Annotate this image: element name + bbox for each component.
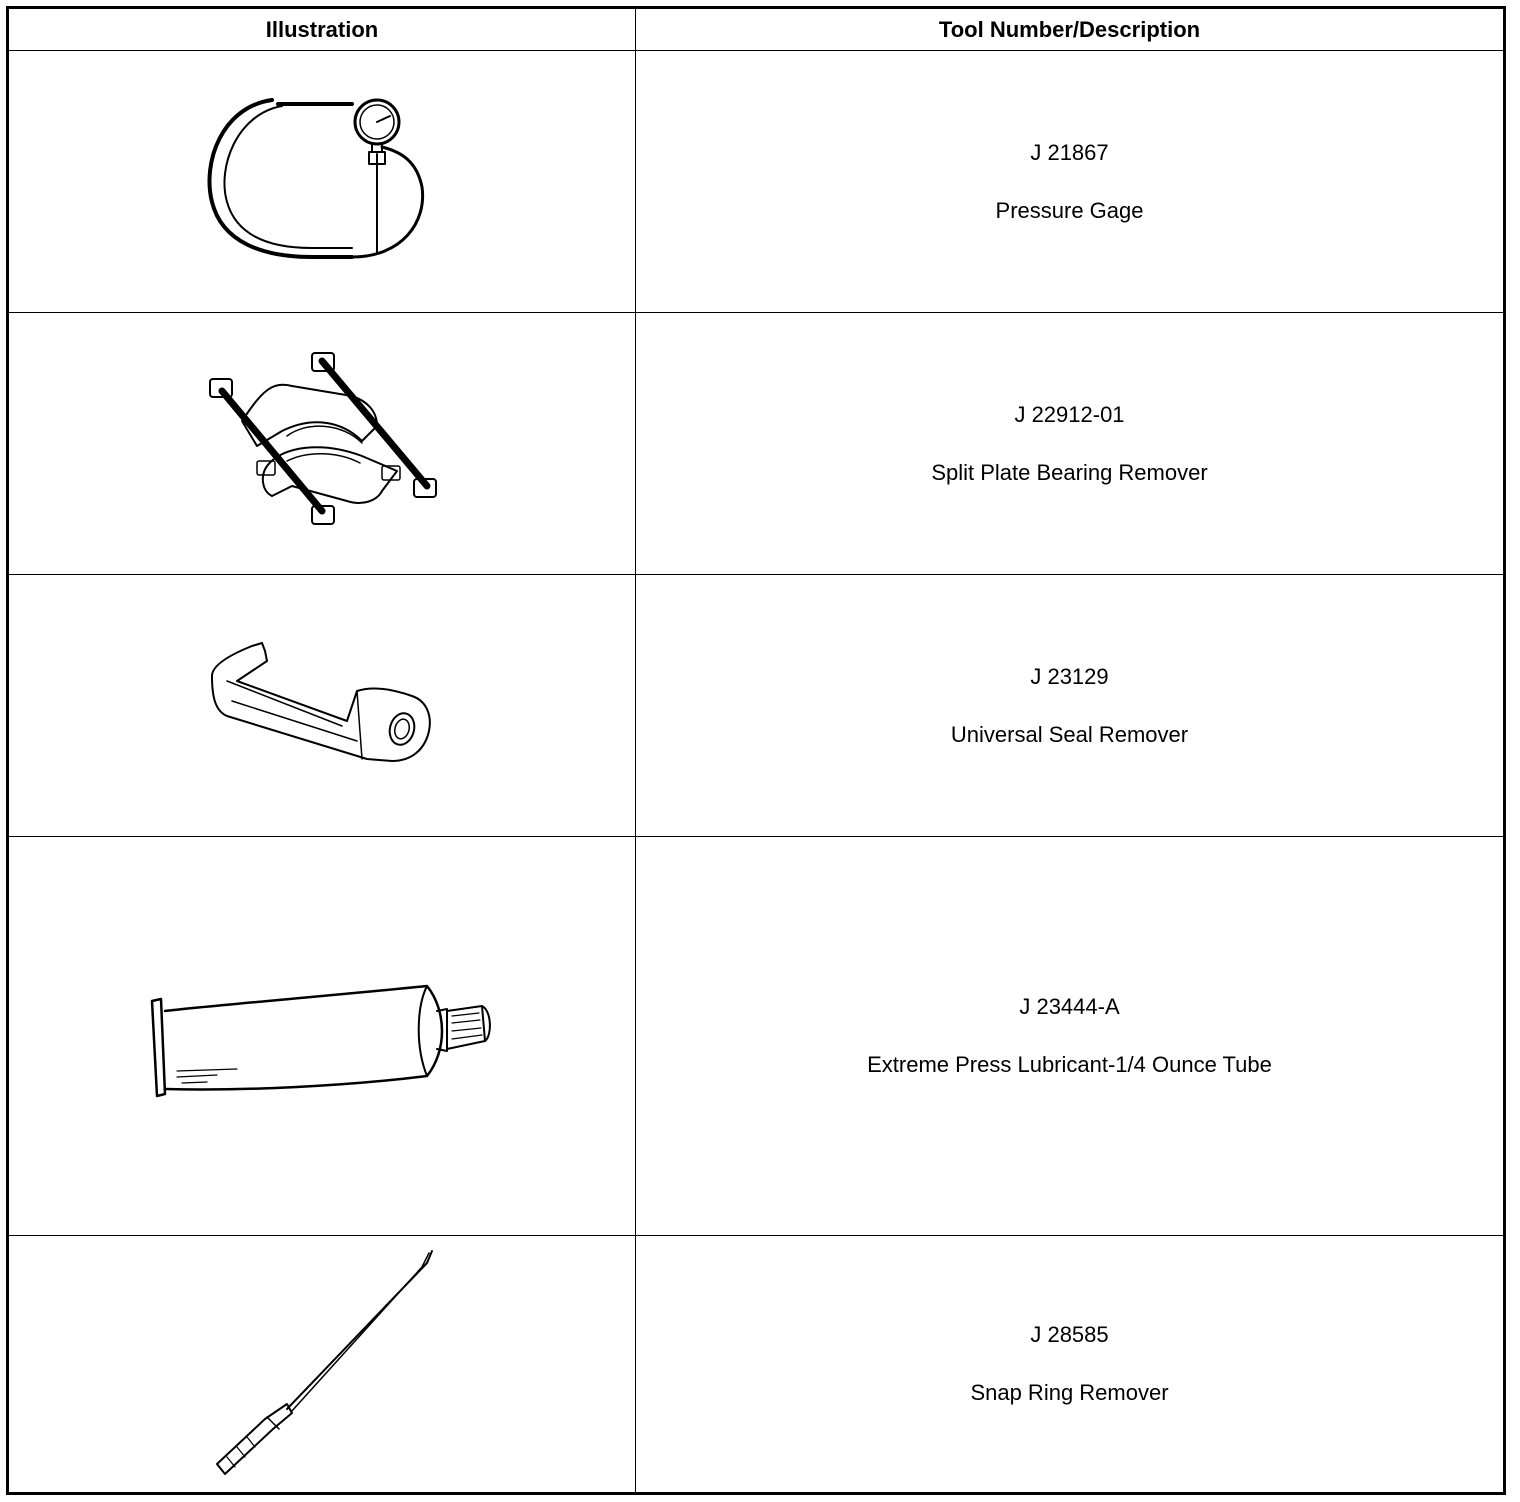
pressure-gage-icon <box>202 92 442 272</box>
snap-ring-remover-icon <box>207 1249 437 1479</box>
table-row <box>9 51 1503 313</box>
header-tool-number-description: Tool Number/Description <box>938 16 1201 42</box>
tool-description: Split Plate Bearing Remover <box>931 459 1208 485</box>
tool-description: Pressure Gage <box>995 197 1144 223</box>
tool-description-cell <box>636 575 1503 836</box>
illustration-cell <box>9 51 636 312</box>
tool-description: Universal Seal Remover <box>950 721 1189 747</box>
tool-number: J 22912-01 <box>1014 401 1125 427</box>
tool-description-cell <box>636 1236 1503 1492</box>
header-illustration: Illustration <box>9 9 636 50</box>
universal-seal-remover-icon <box>207 641 437 771</box>
table-row <box>9 837 1503 1236</box>
illustration-cell <box>9 313 636 574</box>
tool-description: Snap Ring Remover <box>970 1380 1169 1405</box>
table-row <box>9 313 1503 575</box>
illustration-cell <box>9 1236 636 1492</box>
lubricant-tube-icon <box>147 971 497 1101</box>
tool-description: Extreme Press Lubricant-1/4 Ounce Tube <box>867 1052 1272 1077</box>
split-plate-bearing-remover-icon <box>202 351 442 536</box>
tool-number: J 23129 <box>1030 663 1109 689</box>
tool-number: J 28585 <box>1030 1322 1109 1347</box>
table-row <box>9 1236 1503 1492</box>
tool-description-cell <box>636 837 1503 1235</box>
tool-description-cell <box>636 51 1503 312</box>
tool-number: J 21867 <box>1030 139 1109 165</box>
illustration-cell <box>9 575 636 836</box>
illustration-cell <box>9 837 636 1235</box>
table-row <box>9 575 1503 837</box>
table-header-row <box>9 9 1503 51</box>
tool-description-cell <box>636 313 1503 574</box>
tool-number: J 23444-A <box>1019 994 1120 1019</box>
special-tools-table <box>6 6 1506 1495</box>
